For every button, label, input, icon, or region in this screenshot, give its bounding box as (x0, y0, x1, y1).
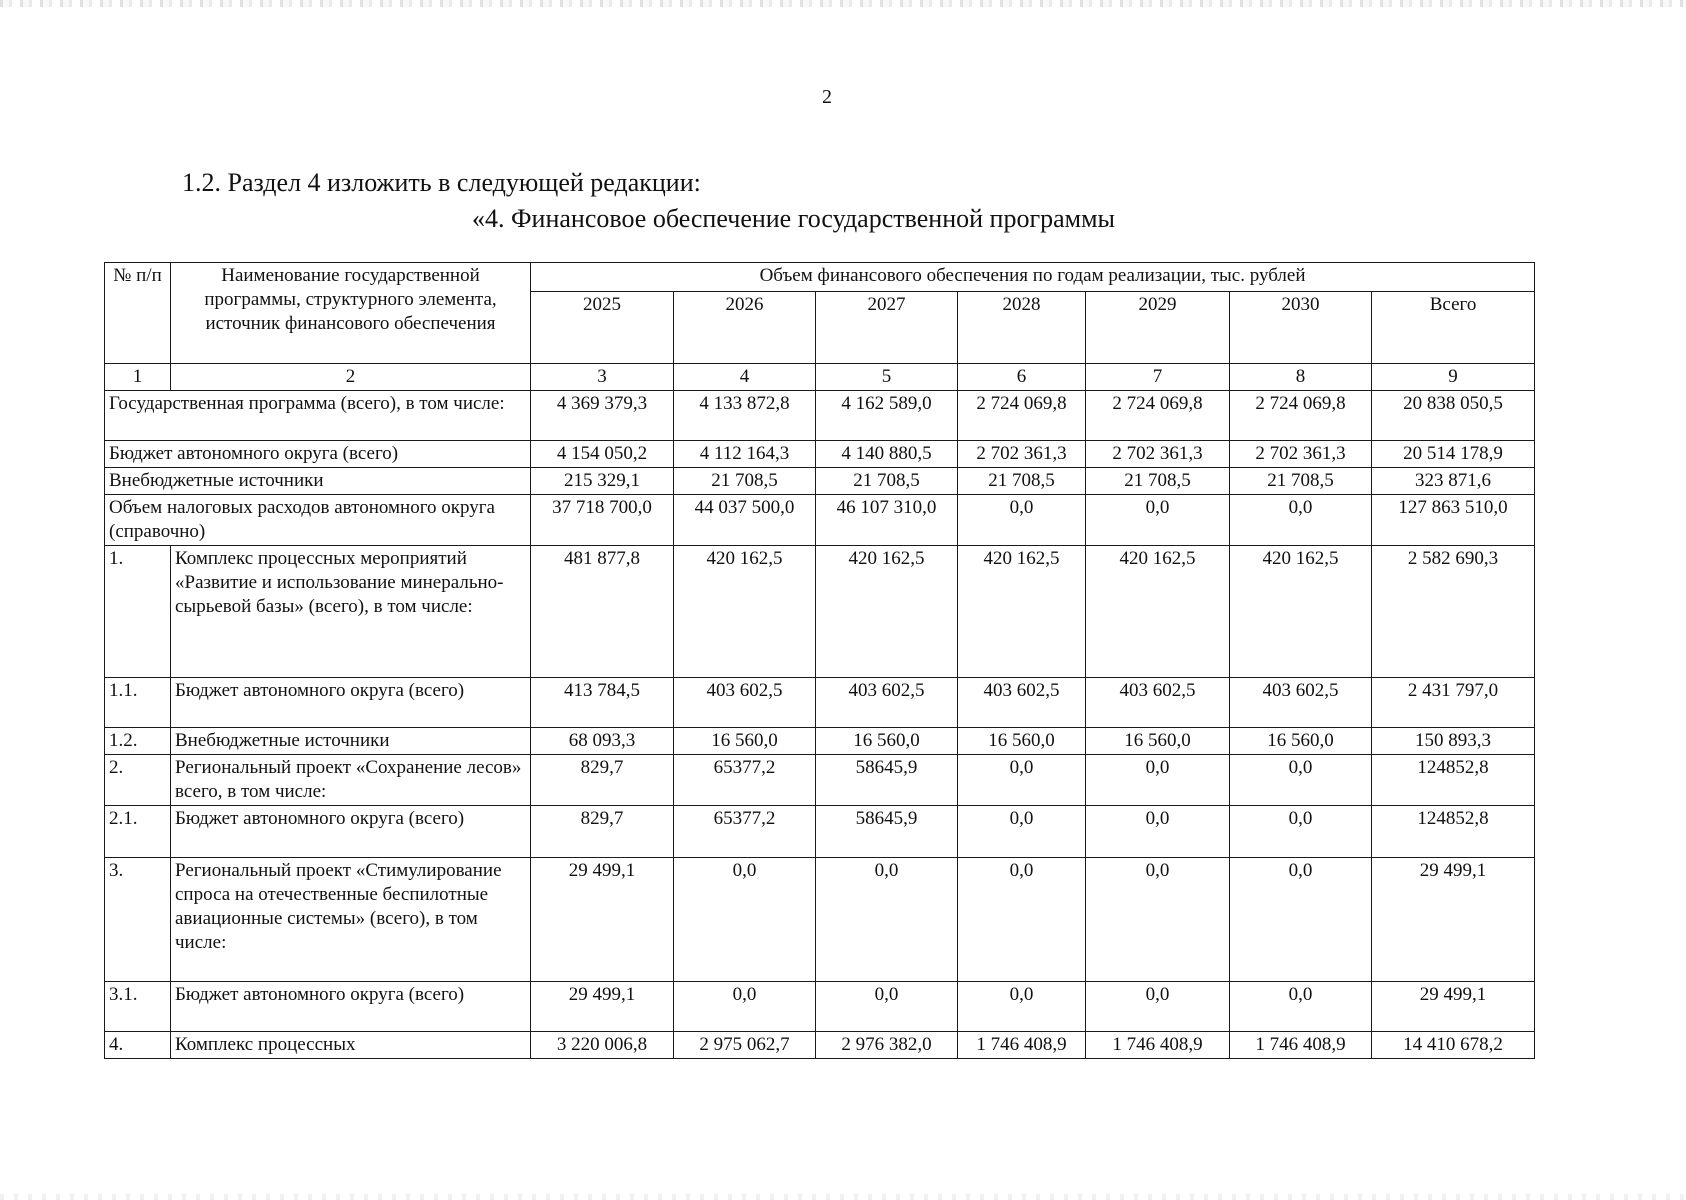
row-value: 0,0 (958, 495, 1086, 546)
table-row (105, 441, 1535, 468)
row-value: 0,0 (816, 858, 958, 982)
row-value: 403 602,5 (674, 678, 816, 728)
header-year: 2029 (1086, 292, 1230, 364)
row-value: 215 329,1 (531, 468, 674, 495)
row-number: 3.1. (105, 982, 171, 1032)
column-number: 8 (1230, 364, 1372, 391)
row-number: 2.1. (105, 806, 171, 858)
column-number: 9 (1372, 364, 1535, 391)
header-row-group (105, 263, 1535, 292)
row-name: Комплекс процессных мероприятий «Развитие и использование минерально-сырьевой базы» (всего), в том числе: (171, 546, 531, 678)
row-value: 124852,8 (1372, 806, 1535, 858)
row-value: 403 602,5 (816, 678, 958, 728)
header-name: Наименование государственной программы, структурного элемента, источник финансового обеспечения (171, 263, 531, 364)
row-value: 2 975 062,7 (674, 1032, 816, 1059)
column-number: 6 (958, 364, 1086, 391)
row-name: Бюджет автономного округа (всего) (171, 678, 531, 728)
row-value: 0,0 (1230, 495, 1372, 546)
row-value: 4 112 164,3 (674, 441, 816, 468)
row-value: 2 724 069,8 (958, 391, 1086, 441)
row-value: 1 746 408,9 (958, 1032, 1086, 1059)
row-value: 14 410 678,2 (1372, 1032, 1535, 1059)
column-number: 1 (105, 364, 171, 391)
table-row (105, 391, 1535, 441)
column-number: 5 (816, 364, 958, 391)
row-value: 1 746 408,9 (1086, 1032, 1230, 1059)
row-value: 420 162,5 (1230, 546, 1372, 678)
header-year: 2025 (531, 292, 674, 364)
row-value: 829,7 (531, 806, 674, 858)
row-value: 16 560,0 (674, 728, 816, 755)
table-row (105, 495, 1535, 546)
row-name: Региональный проект «Сохранение лесов» всего, в том числе: (171, 755, 531, 806)
table-row (105, 468, 1535, 495)
row-name: Региональный проект «Стимулирование спроса на отечественные беспилотные авиационные системы» (всего), в том числе: (171, 858, 531, 982)
section-heading: «4. Финансовое обеспечение государственной программы (472, 204, 1116, 233)
row-number: 4. (105, 1032, 171, 1059)
row-value: 0,0 (1086, 806, 1230, 858)
header-year: 2030 (1230, 292, 1372, 364)
row-value: 829,7 (531, 755, 674, 806)
row-value: 403 602,5 (1086, 678, 1230, 728)
row-value: 1 746 408,9 (1230, 1032, 1372, 1059)
column-number: 2 (171, 364, 531, 391)
row-value: 420 162,5 (816, 546, 958, 678)
row-value: 21 708,5 (816, 468, 958, 495)
row-value: 20 838 050,5 (1372, 391, 1535, 441)
row-value: 4 133 872,8 (674, 391, 816, 441)
row-value: 0,0 (958, 858, 1086, 982)
row-value: 4 162 589,0 (816, 391, 958, 441)
row-number: 1. (105, 546, 171, 678)
row-value: 16 560,0 (1230, 728, 1372, 755)
row-value: 3 220 006,8 (531, 1032, 674, 1059)
row-value: 2 431 797,0 (1372, 678, 1535, 728)
row-number: 3. (105, 858, 171, 982)
row-value: 0,0 (1230, 982, 1372, 1032)
header-year: 2027 (816, 292, 958, 364)
row-value: 0,0 (674, 858, 816, 982)
row-value: 0,0 (1086, 858, 1230, 982)
row-value: 65377,2 (674, 755, 816, 806)
row-value: 4 140 880,5 (816, 441, 958, 468)
row-value: 29 499,1 (1372, 982, 1535, 1032)
row-value: 403 602,5 (1230, 678, 1372, 728)
row-value: 413 784,5 (531, 678, 674, 728)
row-value: 2 702 361,3 (1086, 441, 1230, 468)
row-value: 0,0 (1230, 806, 1372, 858)
row-value: 37 718 700,0 (531, 495, 674, 546)
row-value: 0,0 (1086, 495, 1230, 546)
row-value: 16 560,0 (958, 728, 1086, 755)
row-value: 150 893,3 (1372, 728, 1535, 755)
row-value: 0,0 (958, 806, 1086, 858)
row-name: Бюджет автономного округа (всего) (171, 982, 531, 1032)
row-value: 2 724 069,8 (1086, 391, 1230, 441)
row-value: 124852,8 (1372, 755, 1535, 806)
financing-table (104, 262, 1535, 1059)
row-value: 0,0 (1230, 755, 1372, 806)
row-number: 1.1. (105, 678, 171, 728)
row-number: 2. (105, 755, 171, 806)
scan-edge-bottom (0, 1194, 1686, 1200)
table-row (105, 858, 1535, 982)
row-value: 16 560,0 (1086, 728, 1230, 755)
row-value: 4 369 379,3 (531, 391, 674, 441)
column-number: 7 (1086, 364, 1230, 391)
row-name: Внебюджетные источники (105, 468, 531, 495)
row-value: 58645,9 (816, 755, 958, 806)
row-value: 0,0 (1086, 755, 1230, 806)
row-name: Бюджет автономного округа (всего) (171, 806, 531, 858)
row-name: Государственная программа (всего), в том числе: (105, 391, 531, 441)
row-value: 21 708,5 (674, 468, 816, 495)
table-row (105, 1032, 1535, 1059)
row-value: 2 702 361,3 (1230, 441, 1372, 468)
page-number: 2 (822, 86, 832, 108)
header-funding-volume: Объем финансового обеспечения по годам реализации, тыс. рублей (531, 263, 1535, 292)
row-value: 29 499,1 (531, 858, 674, 982)
table-row (105, 755, 1535, 806)
table-row (105, 546, 1535, 678)
header-year: 2028 (958, 292, 1086, 364)
header-year: 2026 (674, 292, 816, 364)
row-value: 481 877,8 (531, 546, 674, 678)
row-value: 0,0 (816, 982, 958, 1032)
row-value: 403 602,5 (958, 678, 1086, 728)
row-value: 0,0 (958, 982, 1086, 1032)
row-value: 68 093,3 (531, 728, 674, 755)
scan-edge-top (0, 0, 1686, 7)
row-value: 20 514 178,9 (1372, 441, 1535, 468)
column-number: 3 (531, 364, 674, 391)
row-value: 29 499,1 (1372, 858, 1535, 982)
row-name: Объем налоговых расходов автономного округа (справочно) (105, 495, 531, 546)
row-value: 29 499,1 (531, 982, 674, 1032)
row-value: 21 708,5 (1230, 468, 1372, 495)
table-row (105, 678, 1535, 728)
row-value: 323 871,6 (1372, 468, 1535, 495)
table-row (105, 806, 1535, 858)
table-row (105, 982, 1535, 1032)
row-number: 1.2. (105, 728, 171, 755)
row-value: 2 976 382,0 (816, 1032, 958, 1059)
row-value: 0,0 (1230, 858, 1372, 982)
row-value: 0,0 (958, 755, 1086, 806)
header-total: Всего (1372, 292, 1535, 364)
row-value: 127 863 510,0 (1372, 495, 1535, 546)
row-value: 21 708,5 (958, 468, 1086, 495)
row-name: Комплекс процессных (171, 1032, 531, 1059)
section-instruction: 1.2. Раздел 4 изложить в следующей редакции: (182, 168, 701, 197)
row-value: 0,0 (674, 982, 816, 1032)
row-value: 16 560,0 (816, 728, 958, 755)
row-name: Бюджет автономного округа (всего) (105, 441, 531, 468)
row-name: Внебюджетные источники (171, 728, 531, 755)
row-value: 46 107 310,0 (816, 495, 958, 546)
table-row (105, 728, 1535, 755)
header-number: № п/п (105, 263, 171, 364)
row-value: 420 162,5 (1086, 546, 1230, 678)
row-value: 420 162,5 (674, 546, 816, 678)
row-value: 44 037 500,0 (674, 495, 816, 546)
row-value: 58645,9 (816, 806, 958, 858)
column-number-row (105, 364, 1535, 391)
column-number: 4 (674, 364, 816, 391)
row-value: 2 702 361,3 (958, 441, 1086, 468)
row-value: 65377,2 (674, 806, 816, 858)
row-value: 0,0 (1086, 982, 1230, 1032)
row-value: 2 724 069,8 (1230, 391, 1372, 441)
row-value: 420 162,5 (958, 546, 1086, 678)
row-value: 2 582 690,3 (1372, 546, 1535, 678)
row-value: 21 708,5 (1086, 468, 1230, 495)
row-value: 4 154 050,2 (531, 441, 674, 468)
